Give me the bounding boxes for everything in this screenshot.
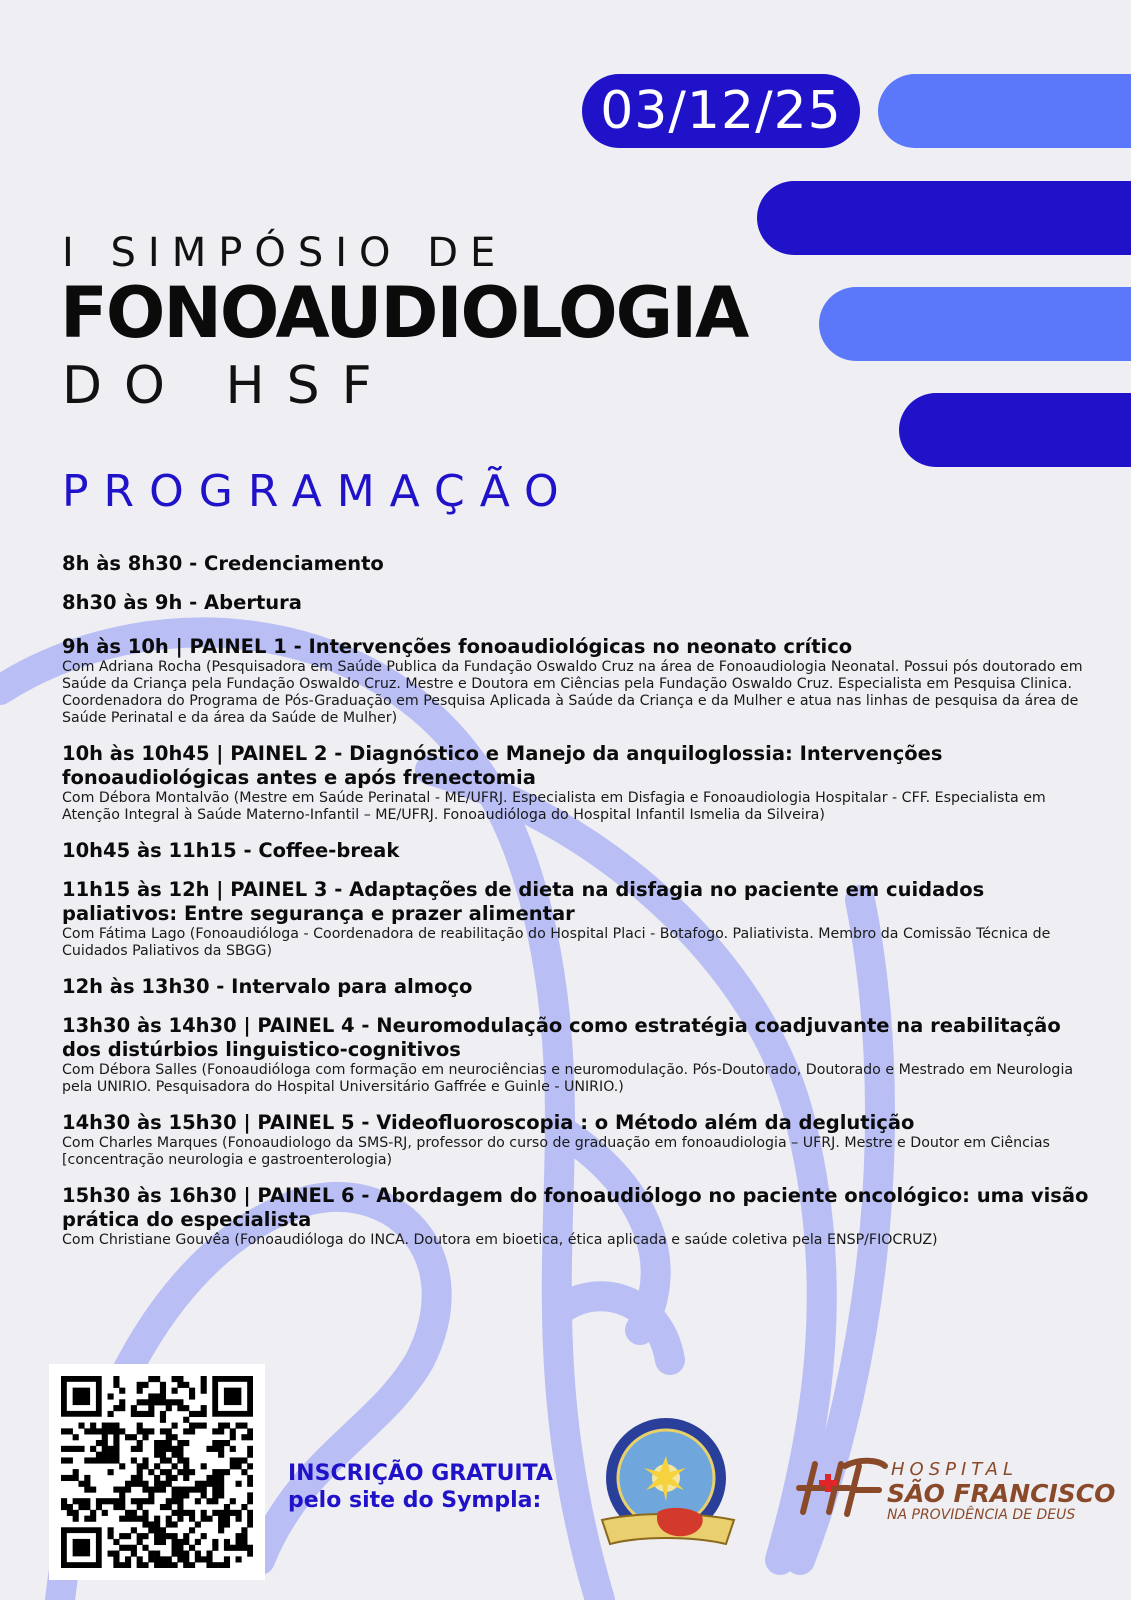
- schedule-item: [62, 975, 1102, 999]
- schedule-item-speaker: Com Débora Montalvão (Mestre em Saúde Perinatal - ME/UFRJ. Especialista em Disfagia e Fonoaudiologia Hospitalar - CFF. Especialista em Atenção Integral à Saúde Materno-Infantil – ME/UFRJ. Fonoaudióloga do Hospital Infantil Ismelia da Silveira): [62, 790, 1046, 823]
- title-line-3: DO HSF: [62, 356, 394, 416]
- schedule-item-speaker: Com Fátima Lago (Fonoaudióloga - Coordenadora de reabilitação do Hospital Placi - Botafogo. Paliativista. Membro da Comissão Técnica de Cuidados Paliativos da SBGG): [62, 926, 1051, 959]
- schedule-item: [62, 1184, 1102, 1249]
- schedule-item: [62, 635, 1102, 727]
- association-seal-logo: [596, 1416, 740, 1556]
- section-title: PROGRAMAÇÃO: [62, 466, 574, 517]
- title-line-2: FONOAUDIOLOGIA: [60, 272, 748, 354]
- registration-note: [288, 1460, 553, 1514]
- schedule-item-head: 8h30 às 9h - Abertura: [62, 591, 302, 614]
- schedule-item: [62, 839, 1102, 863]
- title-line-1: I SIMPÓSIO DE: [62, 230, 508, 276]
- decorative-bar: [878, 74, 1131, 148]
- schedule-item: [62, 742, 1102, 824]
- decorative-bar: [757, 181, 1131, 255]
- registration-qr-code[interactable]: [49, 1364, 265, 1580]
- schedule-item-speaker: Com Débora Salles (Fonoaudióloga com formação em neurociências e neuromodulação. Pós-Doutorado, Doutorado e Mestrado em Neurologia pela UNIRIO. Pesquisadora do Hospital Universitário Gaffrée e Guinle - UNIRIO.): [62, 1062, 1074, 1095]
- schedule-item-speaker: Com Christiane Gouvêa (Fonoaudióloga do INCA. Doutora em bioetica, ética aplicada e saúde coletiva pela ENSP/FIOCRUZ): [62, 1232, 938, 1248]
- schedule-item-head: 15h30 às 16h30 | PAINEL 6 - Abordagem do fonoaudiólogo no paciente oncológico: uma visão prática do especialista: [62, 1184, 1089, 1231]
- qr-code-icon: [61, 1376, 253, 1568]
- schedule-item: [62, 591, 1102, 615]
- schedule-item-head: 12h às 13h30 - Intervalo para almoço: [62, 975, 473, 998]
- hospital-name-line-1: HOSPITAL: [891, 1459, 1018, 1480]
- decorative-bar: [899, 393, 1131, 467]
- schedule-item-head: 8h às 8h30 - Credenciamento: [62, 552, 384, 575]
- schedule-item: [62, 552, 1102, 576]
- schedule-list: [62, 552, 1102, 1264]
- schedule-item-head: 13h30 às 14h30 | PAINEL 4 - Neuromodulação como estratégia coadjuvante na reabilitação dos distúrbios linguistico-cognitivos: [62, 1014, 1061, 1061]
- registration-line-1: INSCRIÇÃO GRATUITA: [288, 1461, 553, 1486]
- registration-line-2: pelo site do Sympla:: [288, 1488, 542, 1513]
- hospital-name-line-3: NA PROVIDÊNCIA DE DEUS: [887, 1507, 1076, 1523]
- hsf-monogram-logo: [789, 1452, 889, 1520]
- schedule-item-speaker: Com Charles Marques (Fonoaudiologo da SMS-RJ, professor do curso de graduação em fonoaudiologia – UFRJ. Mestre e Doutor em Ciências [concentração neurologia e gastroenterologia): [62, 1135, 1050, 1168]
- schedule-item: [62, 1014, 1102, 1096]
- schedule-item-head: 11h15 às 12h | PAINEL 3 - Adaptações de dieta na disfagia no paciente em cuidados paliativos: Entre segurança e prazer alimentar: [62, 878, 985, 925]
- schedule-item-head: 14h30 às 15h30 | PAINEL 5 - Videofluoroscopia : o Método além da deglutição: [62, 1111, 915, 1134]
- decorative-bar: [819, 287, 1131, 361]
- schedule-item-speaker: Com Adriana Rocha (Pesquisadora em Saúde Publica da Fundação Oswaldo Cruz na área de Fonoaudiologia Neonatal. Possui pós doutorado em Saúde da Criança pela Fundação Oswaldo Cruz. Mestre e Doutora em Ciências pela Fundação Oswaldo Cruz. Especialista em Pesquisa Clinica. Coordenadora do Programa de Pós-Graduação em Pesquisa Aplicada à Saúde da Criança e da Mulher e atua nas linhas de pesquisa da área de Saúde Perinatal e da área da Saúde de Mulher): [62, 659, 1083, 726]
- schedule-item-head: 9h às 10h | PAINEL 1 - Intervenções fonoaudiológicas no neonato crítico: [62, 635, 853, 658]
- schedule-item: [62, 1111, 1102, 1169]
- event-date: 03/12/25: [582, 74, 860, 148]
- schedule-item: [62, 878, 1102, 960]
- schedule-item-head: 10h às 10h45 | PAINEL 2 - Diagnóstico e Manejo da anquiloglossia: Intervenções fonoaudiológicas antes e após frenectomia: [62, 742, 943, 789]
- hospital-name-line-2: SÃO FRANCISCO: [887, 1479, 1116, 1508]
- hospital-name: [887, 1460, 1115, 1523]
- schedule-item-head: 10h45 às 11h15 - Coffee-break: [62, 839, 400, 862]
